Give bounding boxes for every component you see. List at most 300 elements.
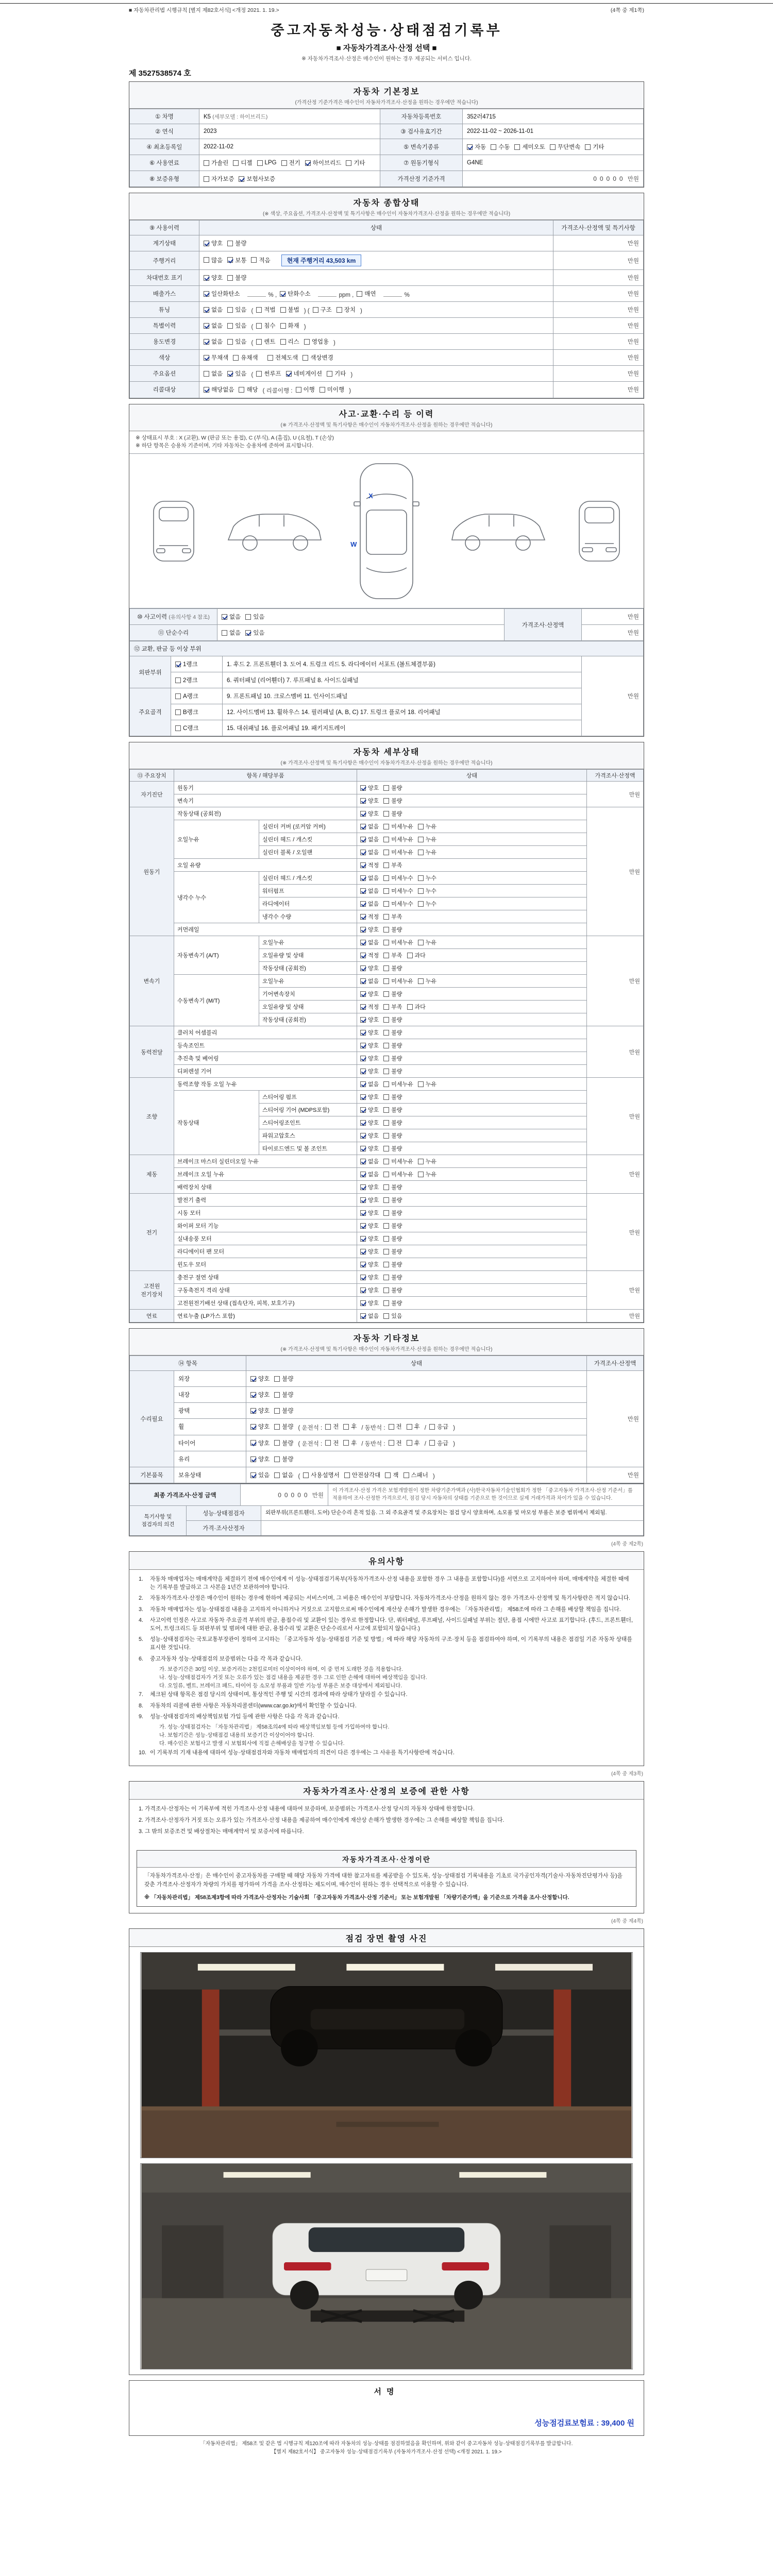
checkbox-option[interactable] <box>274 1391 293 1399</box>
checkbox-box <box>204 371 209 377</box>
checkbox-option[interactable] <box>383 796 402 805</box>
checkbox-option[interactable] <box>407 1439 420 1447</box>
rank-name <box>171 720 223 736</box>
checkbox-option[interactable] <box>204 159 228 167</box>
checkbox-option[interactable] <box>360 1067 379 1075</box>
checkbox-option[interactable] <box>233 159 252 167</box>
checkbox-option[interactable] <box>274 1422 293 1431</box>
notice-item <box>139 1702 634 1710</box>
checkbox-option[interactable] <box>204 353 228 362</box>
checkbox-option[interactable] <box>360 1015 379 1024</box>
tr <box>130 770 644 782</box>
checkbox-option[interactable] <box>360 1273 379 1281</box>
checkbox-option[interactable] <box>274 1455 293 1463</box>
detail-row <box>130 1194 644 1207</box>
checkbox-option[interactable] <box>360 861 379 869</box>
checkbox-option[interactable] <box>303 353 333 362</box>
checkbox-box <box>250 1392 256 1398</box>
checkbox-label: 양호 <box>368 811 379 817</box>
checkbox-option[interactable] <box>360 1183 379 1191</box>
checkbox-option[interactable] <box>281 159 300 167</box>
checkbox-option[interactable] <box>320 385 344 394</box>
checkbox-option[interactable] <box>383 1196 402 1204</box>
checkbox-box <box>383 1275 389 1280</box>
checkbox-label: 불량 <box>391 1107 402 1113</box>
checkbox-option[interactable] <box>250 1422 270 1431</box>
rect <box>311 2009 465 2029</box>
checkbox-label: 응급 <box>436 1424 449 1430</box>
checkbox-box <box>274 1456 280 1462</box>
document-title: 중고자동차성능·상태점검기록부 <box>271 23 502 38</box>
checkbox-option[interactable] <box>360 900 379 908</box>
checkbox-option[interactable] <box>383 784 402 792</box>
checkbox-box <box>286 371 292 377</box>
checkbox-box <box>383 824 389 829</box>
checkbox-option[interactable] <box>429 1422 448 1431</box>
part-label: 파워고압호스 <box>259 1129 357 1142</box>
checkbox-label: 누유 <box>425 824 437 830</box>
checkbox-option[interactable] <box>360 1299 379 1307</box>
state-options <box>357 1284 587 1297</box>
checkbox-option[interactable] <box>383 900 413 908</box>
checkbox-option[interactable] <box>383 1222 402 1230</box>
checkbox-option[interactable] <box>274 1439 293 1447</box>
rect <box>354 502 360 506</box>
checkbox-option[interactable] <box>383 1286 402 1294</box>
price-appraisal-definition-box <box>137 1850 636 1906</box>
checkbox-option[interactable] <box>360 977 379 985</box>
other-subtitle: (※ 가격조사·산정액 및 특기사항은 매수인이 자동차가격조사·산정을 원하는 경우에만 적습니다) <box>280 1347 493 1352</box>
checkbox-option[interactable] <box>286 369 323 378</box>
checkbox-option[interactable] <box>383 1183 402 1191</box>
checkbox-option[interactable] <box>383 1067 402 1075</box>
checkbox-option[interactable] <box>360 796 379 805</box>
checkbox-option[interactable] <box>250 1471 270 1479</box>
section-detail <box>129 742 644 1323</box>
checkbox-option[interactable] <box>383 1028 402 1037</box>
checkbox-option[interactable] <box>360 887 379 895</box>
checkbox-option[interactable] <box>360 951 379 959</box>
checkbox-box <box>383 1159 389 1164</box>
checkbox-option[interactable] <box>175 708 198 716</box>
rect <box>157 549 165 553</box>
checkbox-box <box>305 160 311 166</box>
checkbox-box <box>337 307 342 313</box>
checkbox-option[interactable] <box>383 1106 402 1114</box>
checkbox-option[interactable] <box>357 290 376 298</box>
checkbox-box <box>256 307 262 313</box>
checkbox-option[interactable] <box>360 964 379 972</box>
checkbox-option[interactable] <box>233 353 258 362</box>
checkbox-option[interactable] <box>360 1247 379 1256</box>
checkbox-option[interactable] <box>360 1196 379 1204</box>
checkbox-option[interactable] <box>325 1422 339 1431</box>
checkbox-box <box>383 1056 389 1061</box>
checkbox-option[interactable] <box>383 835 413 843</box>
usage-item-price: 만원 <box>553 382 644 398</box>
state-options <box>357 794 587 807</box>
checkbox-option[interactable] <box>343 1422 357 1431</box>
tr <box>130 171 644 187</box>
text-segment: / <box>424 1441 426 1447</box>
rect <box>182 549 191 553</box>
checkbox-option[interactable] <box>325 1439 339 1447</box>
checkbox-option[interactable] <box>383 938 413 946</box>
checkbox-option[interactable] <box>344 1471 381 1479</box>
checkbox-option[interactable] <box>383 1131 402 1140</box>
checkbox-option[interactable] <box>383 1299 402 1307</box>
checkbox-option[interactable] <box>360 848 379 856</box>
checkbox-option[interactable] <box>267 353 298 362</box>
checkbox-option[interactable] <box>389 1422 402 1431</box>
checkbox-option[interactable] <box>383 1157 413 1165</box>
item-label: 작동상태 <box>174 1091 259 1155</box>
checkbox-option[interactable] <box>418 1157 436 1165</box>
blank-field <box>247 292 266 297</box>
checkbox-option[interactable] <box>222 629 241 637</box>
checkbox-option[interactable] <box>360 1222 379 1230</box>
checkbox-option[interactable] <box>360 1003 379 1011</box>
checkbox-option[interactable] <box>360 1144 379 1153</box>
checkbox-option[interactable] <box>585 143 604 151</box>
checkbox-option[interactable] <box>514 143 545 151</box>
checkbox-option[interactable] <box>383 809 402 818</box>
checkbox-option[interactable] <box>491 143 510 151</box>
checkbox-option[interactable] <box>360 1041 379 1049</box>
checkbox-box <box>429 1424 435 1430</box>
checkbox-option[interactable] <box>383 1054 402 1062</box>
text-segment: / 동반석 : <box>361 1425 385 1431</box>
checkbox-label: 있음 <box>235 339 247 345</box>
checkbox-option[interactable] <box>418 1170 436 1178</box>
checkbox-option[interactable] <box>256 306 275 314</box>
detail-row <box>130 1219 644 1232</box>
checkbox-label: 양호 <box>258 1456 270 1463</box>
checkbox-box <box>418 1172 424 1177</box>
checkbox-option[interactable] <box>227 321 246 330</box>
checkbox-option[interactable] <box>204 369 223 378</box>
checkbox-box <box>360 965 366 971</box>
rect <box>549 2225 611 2298</box>
checkbox-option[interactable] <box>280 321 299 330</box>
state-options <box>357 1013 587 1026</box>
other-row <box>130 1403 644 1419</box>
item-label: 실내송풍 모터 <box>174 1232 357 1245</box>
part-label: 오일누유 <box>259 936 357 949</box>
checkbox-option[interactable] <box>239 385 258 394</box>
checkbox-option[interactable] <box>383 1247 402 1256</box>
checkbox-option[interactable] <box>383 977 413 985</box>
checkbox-label: 누수 <box>425 875 437 882</box>
checkbox-option[interactable] <box>404 1471 428 1479</box>
checkbox-option[interactable] <box>383 1093 402 1101</box>
checkbox-option[interactable] <box>239 175 275 183</box>
checkbox-option[interactable] <box>383 874 413 882</box>
checkbox-option[interactable] <box>313 306 332 314</box>
checkbox-option[interactable] <box>296 385 315 394</box>
col-state: 상태 <box>199 221 553 235</box>
checkbox-option[interactable] <box>383 1312 402 1320</box>
checkbox-option[interactable] <box>550 143 580 151</box>
checkbox-option[interactable] <box>418 848 436 856</box>
detail-row <box>130 872 644 885</box>
checkbox-option[interactable] <box>418 887 436 895</box>
checkbox-option[interactable] <box>305 159 342 167</box>
checkbox-option[interactable] <box>227 369 246 378</box>
checkbox-box <box>360 1236 366 1242</box>
item-label: 충전구 절연 상태 <box>174 1271 357 1284</box>
final-price-unit: 만원 <box>312 1492 324 1499</box>
checkbox-option[interactable] <box>346 159 365 167</box>
checkbox-option[interactable] <box>360 1028 379 1037</box>
accident-subtitle: (※ 가격조사·산정액 및 특기사항은 매수인이 자동차가격조사·산정을 원하는 경우에만 적습니다) <box>280 422 493 428</box>
detail-table <box>129 769 644 1323</box>
checkbox-option[interactable] <box>383 1015 402 1024</box>
checkbox-box <box>360 1133 366 1139</box>
checkbox-label: 자동 <box>475 144 486 150</box>
checkbox-option[interactable] <box>175 660 198 668</box>
checkbox-option[interactable] <box>383 1209 402 1217</box>
checkbox-option[interactable] <box>256 321 275 330</box>
checkbox-option[interactable] <box>274 1406 293 1415</box>
checkbox-option[interactable] <box>175 724 199 732</box>
checkbox-box <box>343 1440 349 1446</box>
checkbox-option[interactable] <box>360 1286 379 1294</box>
model-year-value: 2023 <box>199 124 380 139</box>
checkbox-option[interactable] <box>418 874 436 882</box>
checkbox-option[interactable] <box>360 1118 379 1127</box>
table-row <box>130 382 644 398</box>
checkbox-option[interactable] <box>418 835 436 843</box>
checkbox-option[interactable] <box>360 1170 379 1178</box>
checkbox-box <box>383 1313 389 1319</box>
checkbox-option[interactable] <box>227 274 246 282</box>
checkbox-option[interactable] <box>383 1260 402 1268</box>
item-label: 동력조향 작동 오일 누유 <box>174 1078 357 1091</box>
checkbox-box <box>360 991 366 997</box>
checkbox-option[interactable] <box>204 290 240 298</box>
checkbox-option[interactable] <box>383 1144 402 1153</box>
checkbox-option[interactable] <box>204 239 223 247</box>
checkbox-option[interactable] <box>250 1391 270 1399</box>
checkbox-option[interactable] <box>418 977 436 985</box>
checkbox-label: 불량 <box>391 991 402 997</box>
checkbox-option[interactable] <box>256 369 281 378</box>
checkbox-label: 없음 <box>368 850 379 856</box>
checkbox-option[interactable] <box>383 861 402 869</box>
rank-parts: 9. 프론트패널 10. 크로스멤버 11. 인사이드패널 <box>223 688 582 704</box>
notice-number: 7. <box>139 1691 144 1698</box>
checkbox-option[interactable] <box>418 822 436 831</box>
checkbox-option[interactable] <box>383 822 413 831</box>
checkbox-option[interactable] <box>360 1234 379 1243</box>
checkbox-option[interactable] <box>383 1234 402 1243</box>
checkbox-label: 있음 <box>258 1472 270 1479</box>
checkbox-option[interactable] <box>389 1439 402 1447</box>
checkbox-option[interactable] <box>245 629 264 637</box>
checkbox-option[interactable] <box>343 1439 357 1447</box>
checkbox-box <box>467 144 473 150</box>
state-options <box>357 1232 587 1245</box>
checkbox-option[interactable] <box>360 1131 379 1140</box>
checkbox-label: 없음 <box>368 837 379 843</box>
checkbox-label: 후 <box>414 1424 420 1430</box>
notice-item <box>139 1749 634 1757</box>
detail-row <box>130 1310 644 1323</box>
checkbox-option[interactable] <box>327 369 346 378</box>
state-options <box>357 962 587 975</box>
signature-title: 서명 <box>374 2387 399 2396</box>
checkbox-option[interactable] <box>204 175 234 183</box>
checkbox-label: 양호 <box>368 1069 379 1075</box>
rank-row <box>130 704 644 720</box>
checkbox-option[interactable] <box>227 306 246 314</box>
checkbox-option[interactable] <box>360 1157 379 1165</box>
checkbox-option[interactable] <box>360 784 379 792</box>
checkbox-option[interactable] <box>383 990 402 998</box>
checkbox-option[interactable] <box>360 938 379 946</box>
section-basic-info <box>129 81 644 188</box>
notice-subitem: 나. 보험기간은 성능·상태점검 내용의 보증기간 이상이어야 합니다. <box>159 1732 314 1739</box>
checkbox-option[interactable] <box>304 337 329 346</box>
checkbox-box <box>383 927 389 933</box>
checkbox-label: 없음 <box>368 888 379 894</box>
checkbox-option[interactable] <box>360 809 379 818</box>
repair-price-value: 만원 <box>582 625 644 641</box>
checkbox-option[interactable] <box>383 925 402 934</box>
checkbox-option[interactable] <box>204 321 223 330</box>
checkbox-option[interactable] <box>360 912 379 921</box>
item-label: 연료누출 (LP가스 포함) <box>174 1310 357 1323</box>
checkbox-option[interactable] <box>175 676 198 684</box>
definition-title: 자동차가격조사·산정이란 <box>137 1851 636 1868</box>
checkbox-option[interactable] <box>385 1471 398 1479</box>
checkbox-box <box>251 257 257 263</box>
checkbox-option[interactable] <box>204 337 223 346</box>
checkbox-option[interactable] <box>337 306 356 314</box>
checkbox-option[interactable] <box>256 337 275 346</box>
checkbox-option[interactable] <box>383 1080 413 1088</box>
rank-row <box>130 672 644 688</box>
table-row <box>130 334 644 350</box>
col-other-state: 상태 <box>246 1356 587 1371</box>
device-label: 고전원 전기장치 <box>130 1271 174 1310</box>
usage-item-state <box>199 286 553 302</box>
checkbox-option[interactable] <box>383 887 413 895</box>
checkbox-option[interactable] <box>407 1422 420 1431</box>
checkbox-option[interactable] <box>383 964 402 972</box>
checkbox-label: 양호 <box>368 1275 379 1281</box>
accident-history-options <box>217 609 505 625</box>
checkbox-option[interactable] <box>227 239 246 247</box>
checkbox-option[interactable] <box>204 306 223 314</box>
notice-number: 3. <box>139 1606 144 1613</box>
checkbox-option[interactable] <box>383 1118 402 1127</box>
rect <box>159 507 188 521</box>
checkbox-option[interactable] <box>418 1080 436 1088</box>
checkbox-option[interactable] <box>250 1455 270 1463</box>
device-label: 전기 <box>130 1194 174 1271</box>
checkbox-option[interactable] <box>280 290 310 298</box>
checkbox-option[interactable] <box>257 160 277 166</box>
checkbox-option[interactable] <box>250 1375 270 1383</box>
checkbox-option[interactable] <box>204 256 223 264</box>
checkbox-option[interactable] <box>383 1003 402 1011</box>
checkbox-option[interactable] <box>303 1471 340 1479</box>
checkbox-option[interactable] <box>360 822 379 831</box>
detail-row <box>130 1026 644 1039</box>
checkbox-option[interactable] <box>360 1093 379 1101</box>
checkbox-option[interactable] <box>360 1209 379 1217</box>
checkbox-option[interactable] <box>222 613 241 621</box>
checkbox-option[interactable] <box>383 1170 413 1178</box>
checkbox-option[interactable] <box>245 613 264 621</box>
checkbox-option[interactable] <box>250 1406 270 1415</box>
checkbox-option[interactable] <box>407 951 426 959</box>
checkbox-option[interactable] <box>383 912 402 921</box>
checkbox-option[interactable] <box>360 1054 379 1062</box>
other-item-label: 휠 <box>174 1419 246 1435</box>
checkbox-option[interactable] <box>175 692 198 700</box>
checkbox-option[interactable] <box>360 925 379 934</box>
inspection-period-label: ③ 검사유효기간 <box>380 124 463 139</box>
checkbox-option[interactable] <box>467 143 486 151</box>
checkbox-option[interactable] <box>280 306 299 314</box>
checkbox-option[interactable] <box>360 1260 379 1268</box>
checkbox-box <box>514 144 520 150</box>
rank-parts: 1. 후드 2. 프론트휀더 3. 도어 4. 트렁크 리드 5. 라디에이터 서포트 (볼트체결부품) <box>223 656 582 672</box>
checkbox-option[interactable] <box>383 1273 402 1281</box>
checkbox-box <box>360 888 366 894</box>
checkbox-option[interactable] <box>360 835 379 843</box>
checkbox-label: 화재 <box>288 323 299 329</box>
checkbox-option[interactable] <box>360 990 379 998</box>
checkbox-label: 미세누수 <box>391 875 413 882</box>
checkbox-option[interactable] <box>418 938 436 946</box>
checkbox-option[interactable] <box>383 951 402 959</box>
checkbox-option[interactable] <box>383 1041 402 1049</box>
checkbox-option[interactable] <box>407 1003 426 1011</box>
checkbox-box <box>250 1408 256 1414</box>
item-label: 구동축전지 격리 상태 <box>174 1284 357 1297</box>
checkbox-option[interactable] <box>360 1106 379 1114</box>
checkbox-option[interactable] <box>227 337 246 346</box>
checkbox-option[interactable] <box>274 1375 293 1383</box>
detail-row <box>130 923 644 936</box>
tbody <box>130 782 644 1323</box>
checkbox-option[interactable] <box>360 1312 379 1320</box>
checkbox-option[interactable] <box>280 337 299 346</box>
checkbox-option[interactable] <box>383 848 413 856</box>
checkbox-label: 양호 <box>368 1223 379 1229</box>
checkbox-option[interactable] <box>251 256 270 264</box>
checkbox-box <box>383 1107 389 1113</box>
checkbox-option[interactable] <box>418 900 436 908</box>
guarantee-body <box>129 1800 644 1845</box>
checkbox-option[interactable] <box>274 1471 293 1479</box>
checkbox-option[interactable] <box>360 1080 379 1088</box>
checkbox-option[interactable] <box>360 874 379 882</box>
checkbox-option[interactable] <box>250 1439 270 1447</box>
checkbox-option[interactable] <box>204 385 234 394</box>
notice-item <box>139 1575 634 1591</box>
item-label: 커먼레일 <box>174 923 357 936</box>
checkbox-option[interactable] <box>227 256 246 264</box>
checkbox-option[interactable] <box>429 1439 448 1447</box>
checkbox-option[interactable] <box>204 274 223 282</box>
checkbox-box <box>383 785 389 791</box>
notice-subitem: 가. 보증기간은 30일 이상, 보증거리는 2천킬로미터 이상이어야 하며, 이 중 먼저 도래한 것을 적용합니다. <box>159 1666 403 1672</box>
